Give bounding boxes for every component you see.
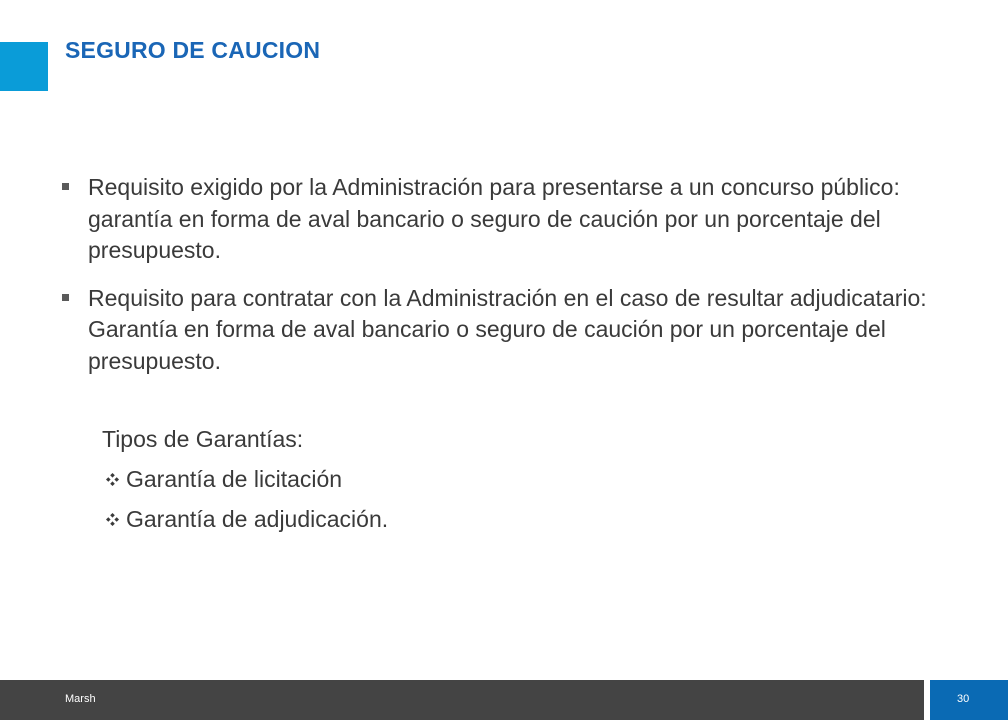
four-diamond-bullet-icon xyxy=(102,459,122,499)
sub-item xyxy=(102,499,942,539)
footer-brand: Marsh xyxy=(65,693,96,705)
square-bullet-icon xyxy=(62,294,69,301)
slide-content xyxy=(62,172,942,539)
bullet-item xyxy=(62,172,942,267)
square-bullet-icon xyxy=(62,183,69,190)
page-number: 30 xyxy=(957,693,970,705)
sub-item-text: Garantía de adjudicación. xyxy=(126,506,389,532)
subheading: Tipos de Garantías: xyxy=(102,426,304,452)
bullet-text: Requisito exigido por la Administración para presentarse a un concurso público: garantía en forma de aval bancario o seguro de caución por un porcentaje del presupuesto. xyxy=(88,174,900,263)
four-diamond-bullet-icon xyxy=(102,499,122,539)
bullet-text: Requisito para contratar con la Administración en el caso de resultar adjudicatario: Garantía en forma de aval bancario o seguro de caución por un porcentaje del presupuesto. xyxy=(88,284,927,374)
slide-title: SEGURO DE CAUCION xyxy=(65,37,321,63)
bullet-item xyxy=(62,283,942,378)
sub-item xyxy=(102,459,942,499)
footer-bar xyxy=(0,680,924,720)
guarantee-types xyxy=(62,419,942,539)
accent-square xyxy=(0,42,48,91)
footer xyxy=(0,680,1008,720)
sub-item-text: Garantía de licitación xyxy=(126,466,343,492)
